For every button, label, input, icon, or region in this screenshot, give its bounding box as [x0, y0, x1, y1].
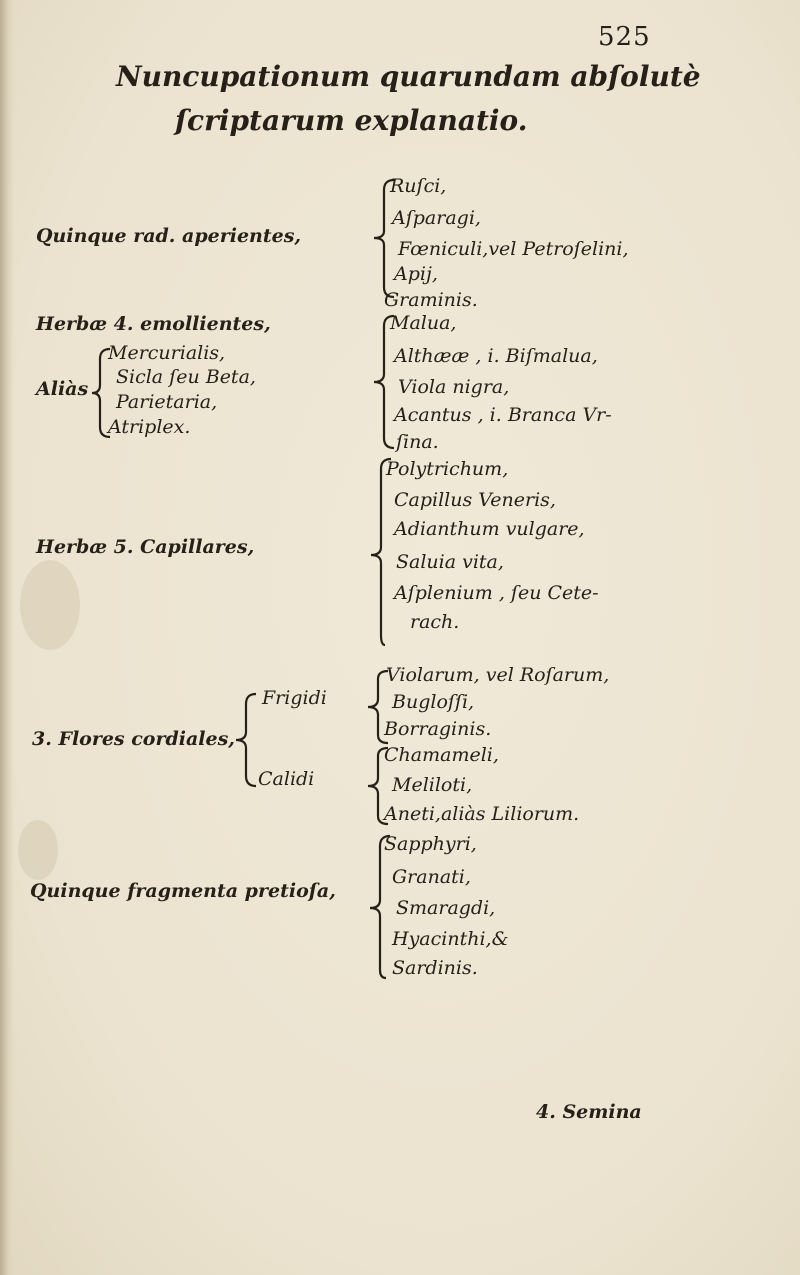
capillaris-item: Saluia vita, [396, 551, 504, 573]
page-gutter-shadow [0, 0, 14, 1275]
page-number: 525 [598, 22, 651, 52]
emolliens-item: Acantus , i. Branca Vr- [394, 404, 612, 426]
paper-stain [18, 820, 58, 880]
fragmentum-item: Granati, [392, 866, 471, 888]
flores-cordiales-heading: 3. Flores cordiales, [32, 728, 235, 750]
quinque-radices-heading: Quinque rad. aperientes, [36, 225, 302, 247]
page-title-line-2: ſcriptarum explanatio. [175, 104, 528, 137]
radix-item: Aſparagi, [392, 207, 481, 229]
flores-type-calidi: Calidi [258, 768, 315, 790]
emolliens-item: ſina. [396, 431, 439, 453]
fragmentum-item: Smaragdi, [396, 897, 496, 919]
radix-item: Apij, [394, 263, 438, 285]
fragmentum-item: Sapphyri, [384, 833, 477, 855]
frigidi-item: Bugloſſi, [392, 691, 475, 713]
fragmentum-item: Hyacinthi,& [392, 928, 509, 950]
flores-type-frigidi: Frigidi [262, 687, 327, 709]
capillaris-item: Polytrichum, [386, 458, 509, 480]
capillaris-item: rach. [410, 611, 460, 633]
calidi-item: Aneti,aliàs Liliorum. [384, 803, 580, 825]
capillaris-item: Aſplenium , ſeu Cete- [394, 582, 599, 604]
capillaris-item: Capillus Veneris, [394, 489, 556, 511]
calidi-item: Chamameli, [384, 744, 499, 766]
fragmentum-item: Sardinis. [392, 957, 478, 979]
alias-label: Aliàs [36, 378, 89, 400]
page-title-line-1: Nuncupationum quarundam abſolutè [116, 60, 701, 93]
alias-item: Atriplex. [108, 416, 191, 438]
capillares-brace [365, 455, 395, 650]
radix-item: Fœniculi,vel Petroſelini, [398, 238, 629, 260]
emolliens-item: Viola nigra, [398, 376, 510, 398]
emolliens-item: Althææ , i. Biſmalua, [394, 345, 598, 367]
flores-brace [230, 690, 260, 790]
radix-item: Ruſci, [390, 175, 447, 197]
calidi-item: Meliloti, [392, 774, 473, 796]
alias-item: Sicla ſeu Beta, [116, 366, 256, 388]
alias-item: Parietaria, [116, 391, 218, 413]
quinque-fragmenta-heading: Quinque fragmenta pretioſa, [30, 880, 336, 902]
capillaris-item: Adianthum vulgare, [394, 518, 585, 540]
frigidi-item: Violarum, vel Roſarum, [386, 664, 610, 686]
emolliens-item: Malua, [390, 312, 457, 334]
catchword: 4. Semina [536, 1101, 642, 1123]
radix-item: Graminis. [384, 289, 478, 311]
herbae-emollientes-heading: Herbæ 4. emollientes, [36, 313, 271, 335]
paper-stain [20, 560, 80, 650]
alias-item: Mercurialis, [108, 342, 226, 364]
herbae-capillares-heading: Herbæ 5. Capillares, [36, 536, 255, 558]
frigidi-item: Borraginis. [384, 718, 492, 740]
